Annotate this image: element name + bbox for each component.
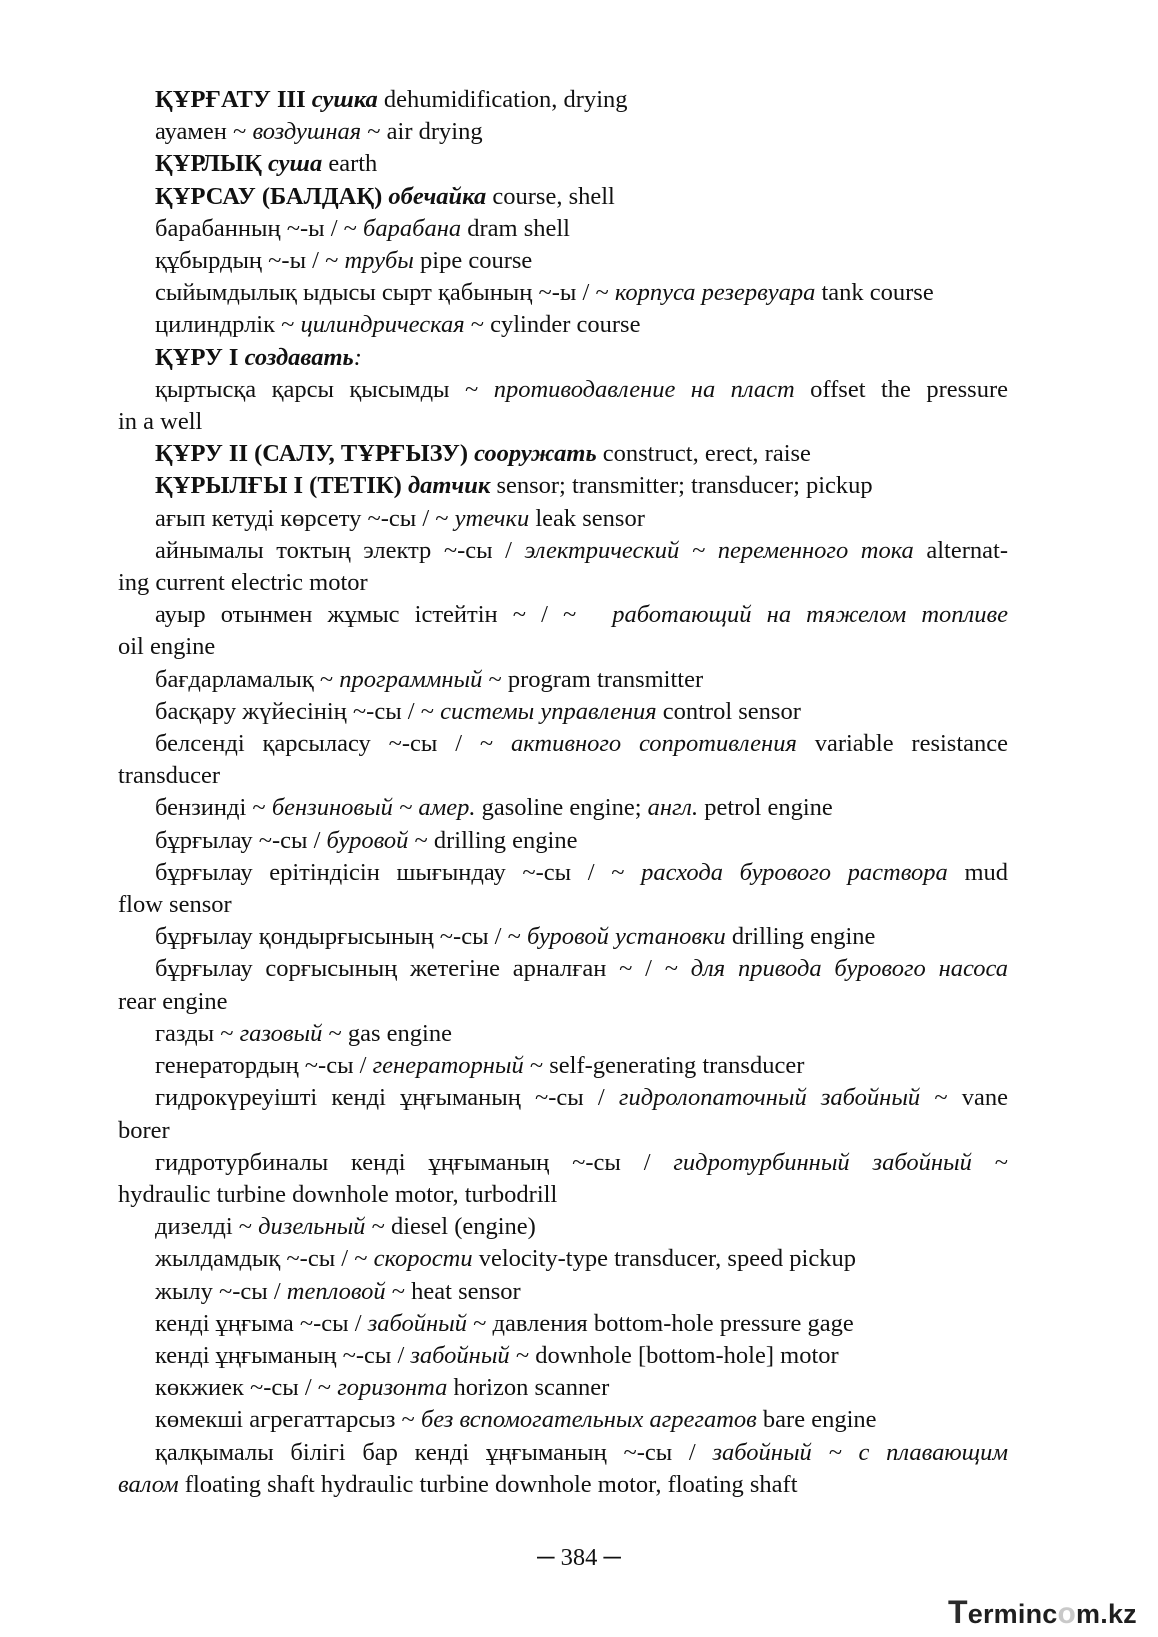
translation-en: ~ давления bottom-hole pressure gage <box>467 1309 854 1337</box>
term-ru: буровой <box>326 826 409 854</box>
translation-en: gasoline engine; <box>475 794 648 822</box>
translation-en: ~ diesel (engine) <box>365 1213 536 1241</box>
entry-headword <box>118 470 1008 502</box>
entry-sub <box>118 857 1008 889</box>
translation-en: drilling engine <box>725 923 876 951</box>
entry-sub <box>118 1404 1008 1436</box>
entry-headword <box>118 84 1008 116</box>
entry-sub <box>118 1308 1008 1340</box>
translation-en: ~ cylinder course <box>464 311 641 339</box>
translation-en: ~ self-generating transducer <box>523 1052 805 1080</box>
term-kz: айнымалы токтың электр ~-сы / <box>155 536 525 564</box>
term-ru: скорости <box>373 1245 473 1273</box>
headword-ru: датчик <box>407 472 491 500</box>
term-kz: цилиндрлік ~ <box>155 311 301 339</box>
term-kz: қалқымалы білігі бар кенді ұңғыманың ~-сы / <box>155 1438 713 1466</box>
term-ru-label: англ. <box>647 794 699 822</box>
term-ru: для привода бурового насоса <box>690 955 1008 983</box>
entry-sub <box>118 599 1008 631</box>
entry-continuation: hydraulic turbine downhole motor, turbodrill <box>118 1180 558 1208</box>
headword-ru: обечайка <box>388 182 487 210</box>
term-kz: басқару жүйесінің ~-сы / ~ <box>155 697 441 725</box>
entry-sub <box>118 825 1008 857</box>
translation-en: ~ program transmitter <box>482 665 704 693</box>
translation-en: velocity-type transducer, speed pickup <box>472 1245 856 1273</box>
entry-sub <box>118 792 1008 824</box>
translation-en: mud <box>947 858 1009 886</box>
watermark-logo <box>948 1594 1148 1634</box>
headword-kz: ҚҰРҒАТУ III <box>155 86 306 113</box>
term-kz: ауыр отынмен жұмыс істейтін ~ / ~ <box>155 601 577 629</box>
term-kz: кенді ұңғыманың ~-сы / <box>155 1341 411 1369</box>
term-kz: бұрғылау ~-сы / <box>155 826 327 854</box>
entry-headword <box>118 181 1008 213</box>
translation-en: control sensor <box>656 697 801 725</box>
term-ru: программный <box>339 665 483 693</box>
term-kz: белсенді қарсыласу ~-сы / ~ <box>155 730 511 758</box>
term-kz: құбырдың ~-ы / ~ <box>155 247 345 275</box>
entry-sub <box>118 213 1008 245</box>
translation-en: ~ air drying <box>361 118 483 146</box>
entry-sub <box>118 921 1008 953</box>
translation-en: ~ gas engine <box>322 1019 452 1047</box>
term-ru: работающий на тяжелом топливе <box>612 601 1008 629</box>
term-kz: бұрғылау қондырғысының ~-сы / ~ <box>155 923 527 951</box>
term-ru: цилиндрическая <box>300 311 465 339</box>
term-ru: горизонта <box>337 1374 448 1402</box>
translation-en: offset the pressure <box>794 375 1008 403</box>
entry-sub <box>118 1243 1008 1275</box>
term-ru: активного сопротивления <box>511 730 797 758</box>
translation-en: bare engine <box>756 1406 877 1434</box>
entry-headword <box>118 438 1008 470</box>
translation-en: sensor; transmitter; transducer; pickup <box>490 472 873 500</box>
term-kz: бұрғылау ерітіндісін шығындау ~-сы / ~ <box>155 858 642 886</box>
term-ru: забойный <box>367 1309 468 1337</box>
headword-kz: ҚҰРУ I <box>155 343 239 371</box>
translation-en: ~ drilling engine <box>408 826 578 854</box>
entry-continuation <box>118 1469 1008 1501</box>
translation-en: floating shaft hydraulic turbine downhole motor, floating shaft <box>178 1470 798 1498</box>
term-kz: ауамен ~ <box>155 118 253 146</box>
entry-sub <box>118 1211 1008 1243</box>
logo-text-end: m.kz <box>1076 1599 1137 1629</box>
translation-en: earth <box>322 150 378 178</box>
translation-en: horizon scanner <box>447 1374 610 1402</box>
entry-headword <box>118 148 1008 180</box>
entry-sub <box>118 1372 1008 1404</box>
entry-sub <box>118 1340 1008 1372</box>
entry-sub <box>118 503 1008 535</box>
entry-continuation: transducer <box>118 762 221 790</box>
entry-sub <box>118 664 1008 696</box>
term-ru: утечки <box>454 504 530 532</box>
entry-headword <box>118 342 1008 374</box>
term-ru: системы управления <box>440 697 657 725</box>
translation-en: ~ heat sensor <box>385 1277 521 1305</box>
entry-sub <box>118 277 1008 309</box>
entry-sub <box>118 953 1008 985</box>
term-ru: гидротурбинный забойный <box>673 1148 972 1176</box>
entry-sub <box>118 535 1008 567</box>
entry-continuation: flow sensor <box>118 891 232 919</box>
term-ru: забойный ~ с плавающим <box>712 1438 1008 1466</box>
term-ru: дизельный <box>258 1213 366 1241</box>
term-ru: валом <box>118 1470 179 1498</box>
term-kz: бензинді ~ <box>155 794 272 822</box>
term-kz: жылдамдық ~-сы / ~ <box>155 1245 374 1273</box>
term-kz: көмекші агрегаттарсыз ~ <box>155 1406 421 1434</box>
headword-kz: ҚҰРУ II (САЛУ, ТҰРҒЫЗУ) <box>155 440 469 468</box>
entry-continuation: ing current electric motor <box>118 569 368 597</box>
headword-ru: создавать <box>244 343 354 371</box>
term-kz: сыйымдылық ыдысы сырт қабының ~-ы / ~ <box>155 279 615 307</box>
entry-sub <box>118 1082 1008 1114</box>
entry-sub <box>118 309 1008 341</box>
translation-en: ~ <box>971 1148 1008 1176</box>
term-ru: гидролопаточный забойный <box>618 1084 921 1112</box>
entry-sub <box>118 1147 1008 1179</box>
entry-sub <box>118 696 1008 728</box>
entry-sub <box>118 374 1008 406</box>
entry-sub <box>118 245 1008 277</box>
headword-ru: сушка <box>311 86 378 113</box>
headword-ru: суша <box>267 150 323 178</box>
logo-text: erminc <box>967 1599 1058 1629</box>
entry-sub <box>118 1437 1008 1469</box>
term-kz: бағдарламалық ~ <box>155 665 340 693</box>
translation-en: construct, erect, raise <box>596 440 811 468</box>
term-ru: расхода бурового раствора <box>641 858 948 886</box>
translation-en: variable resistance <box>796 730 1009 758</box>
term-ru: трубы <box>344 247 414 275</box>
page-number: ─ 384 ─ <box>537 1544 621 1571</box>
translation-en: leak sensor <box>529 504 645 532</box>
term-ru: тепловой <box>286 1277 386 1305</box>
term-kz: гидротурбиналы кенді ұңғыманың ~-сы / <box>155 1148 674 1176</box>
entry-continuation: in a well <box>118 408 203 436</box>
term-ru: генераторный <box>372 1052 524 1080</box>
term-kz: жылу ~-сы / <box>155 1277 287 1305</box>
term-ru: противодавление на пласт <box>493 375 795 403</box>
term-ru: газовый <box>239 1019 323 1047</box>
term-ru: забойный <box>410 1341 510 1369</box>
translation-en: alternat- <box>913 536 1008 564</box>
entry-sub <box>118 728 1008 760</box>
headword-ru: сооружать <box>474 440 597 468</box>
translation-en: course, shell <box>486 182 615 210</box>
entry-continuation: oil engine <box>118 633 216 661</box>
term-ru: воздушная <box>252 118 362 146</box>
term-kz: кенді ұңғыма ~-сы / <box>155 1309 368 1337</box>
translation-en: : <box>353 343 362 371</box>
term-kz: гидрокүреуішті кенді ұңғыманың ~-сы / <box>155 1084 619 1112</box>
term-ru: буровой установки <box>527 923 726 951</box>
term-kz: генератордың ~-сы / <box>155 1052 373 1080</box>
term-ru: электрический ~ переменного тока <box>524 536 914 564</box>
term-ru: барабана <box>363 214 462 242</box>
logo-o-icon: o <box>1057 1597 1077 1630</box>
headword-kz: ҚҰРСАУ (БАЛДАҚ) <box>155 182 383 210</box>
term-kz: көкжиек ~-сы / ~ <box>155 1374 338 1402</box>
translation-en-2: petrol engine <box>698 794 833 822</box>
translation-en: ~ downhole [bottom-hole] motor <box>509 1341 839 1369</box>
translation-en: pipe course <box>413 247 533 275</box>
dictionary-page <box>118 84 1008 1501</box>
entry-sub <box>118 1276 1008 1308</box>
translation-en: dram shell <box>461 214 570 242</box>
headword-kz: ҚҰРЫЛҒЫ I (ТЕТІК) <box>155 472 402 500</box>
term-kz: ағып кетуді көрсету ~-сы / ~ <box>155 504 455 532</box>
translation-en: tank course <box>815 279 934 307</box>
translation-en: dehumidification, drying <box>377 86 628 113</box>
entry-continuation: borer <box>118 1116 170 1144</box>
term-kz: бұрғылау сорғысының жетегіне арналған ~ / ~ <box>155 955 691 983</box>
term-ru: без вспомогательных агрегатов <box>420 1406 757 1434</box>
translation-en: ~ vane <box>920 1084 1008 1112</box>
term-kz: барабанның ~-ы / ~ <box>155 214 364 242</box>
logo-t-icon: T <box>948 1594 968 1630</box>
headword-kz: ҚҰРЛЫҚ <box>155 150 262 178</box>
term-kz: дизелді ~ <box>155 1213 259 1241</box>
entry-sub <box>118 116 1008 148</box>
term-ru: бензиновый ~ амер. <box>271 794 476 822</box>
entry-sub <box>118 1018 1008 1050</box>
term-kz: қыртысқа қарсы қысымды ~ <box>155 375 494 403</box>
entry-sub <box>118 1050 1008 1082</box>
term-ru: корпуса резервуара <box>614 279 816 307</box>
term-kz: газды ~ <box>155 1019 240 1047</box>
entry-continuation: rear engine <box>118 987 228 1015</box>
